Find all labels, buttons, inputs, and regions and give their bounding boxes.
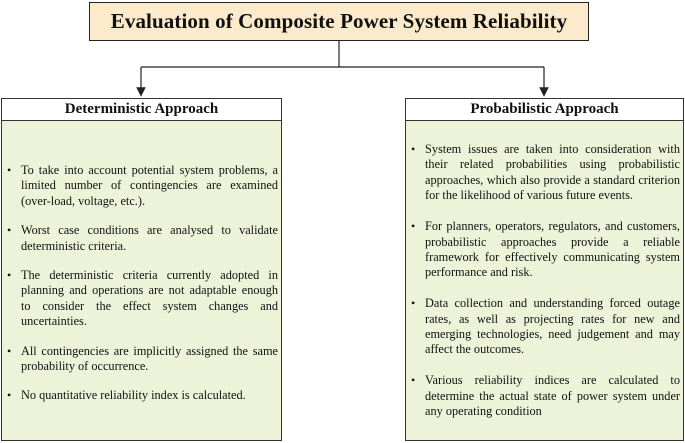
list-item-text: No quantitative reliability index is calculated. [21,388,246,403]
bullet-icon: • [7,343,12,358]
list-item-text: For planners, operators, regulators, and customers, probabilistic approaches provide a reliable framework for effectively communicating system performance and risk. [425,219,680,280]
probabilistic-heading: Probabilistic Approach [405,98,684,121]
list-item [2,388,281,403]
list-item [2,223,281,254]
list-item-text: Data collection and understanding forced outage rates, as well as projecting rates for new and emerging technologies, need judgement and may affect the outcomes. [425,296,680,357]
bullet-icon: • [411,219,416,234]
list-item [406,373,683,419]
probabilistic-panel [405,121,684,441]
list-item [406,142,683,204]
bullet-icon: • [7,163,12,177]
deterministic-list [2,163,281,418]
bullet-icon: • [411,142,416,156]
deterministic-panel [1,121,282,441]
list-item-text: Various reliability indices are calculated to determine the actual state of power system under any operating condition [425,373,680,419]
list-item-text: Worst case conditions are analysed to validate deterministic criteria. [21,223,278,253]
list-item-text: To take into account potential system problems, a limited number of contingencies are examined (over-load, voltage, etc.). [21,163,278,208]
bullet-icon: • [7,223,12,238]
list-item [2,268,281,330]
list-item-text: All contingencies are implicitly assigned the same probability of occurrence. [21,343,278,374]
probabilistic-list [406,142,683,435]
list-item [2,163,281,209]
bullet-icon: • [7,388,12,403]
list-item [406,296,683,358]
diagram-title: Evaluation of Composite Power System Reliability [89,2,589,41]
bullet-icon: • [411,373,416,388]
deterministic-heading: Deterministic Approach [1,98,282,121]
bullet-icon: • [411,296,416,311]
list-item [406,219,683,281]
list-item-text: System issues are taken into consideration with their related probabilities using probabilistic approaches, which also provide a standard criterion for the likelihood of various future events. [425,142,680,203]
list-item [2,344,281,375]
bullet-icon: • [7,268,12,283]
list-item-text: The deterministic criteria currently adopted in planning and operations are not adaptable enough to consider the effect system changes and uncertainties. [21,268,278,329]
